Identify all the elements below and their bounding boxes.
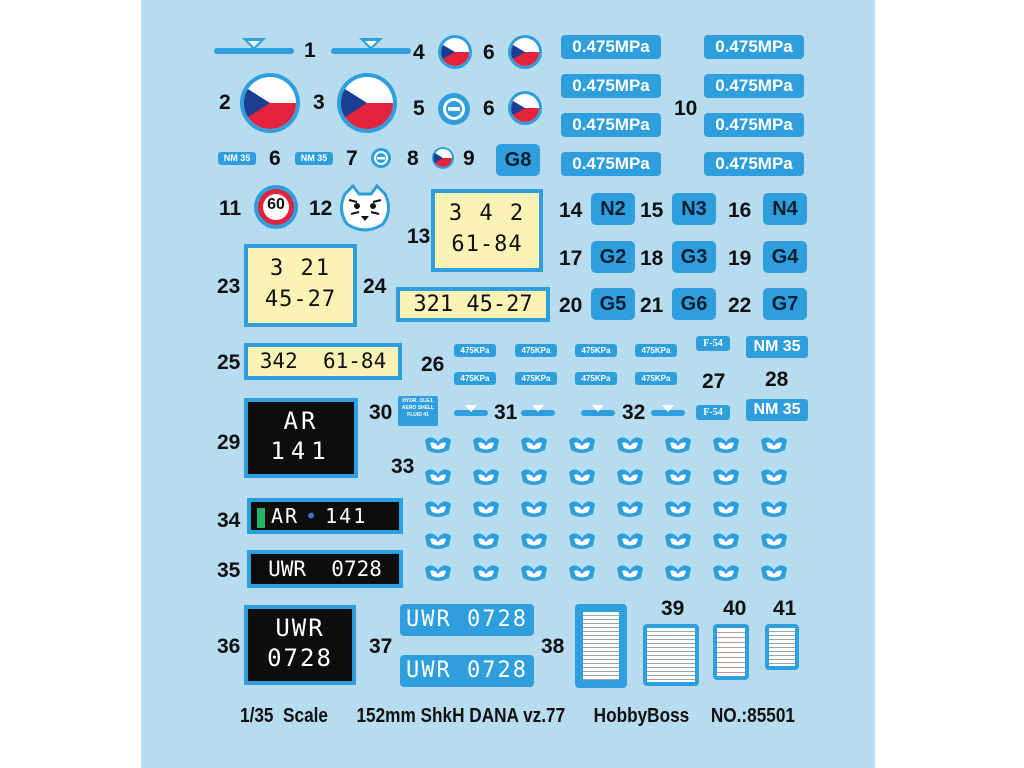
hydraulic-line: FLUID 41: [407, 412, 429, 418]
decal-number: 6: [269, 147, 281, 170]
plate-line: AR: [283, 407, 319, 435]
decal-number: 9: [463, 147, 475, 170]
decal-number: 33: [391, 455, 415, 478]
decal-number: 38: [541, 635, 565, 658]
code-label: G2: [594, 244, 632, 270]
plate-flag-stripe: [257, 508, 265, 528]
marker-row: [425, 437, 787, 581]
plate-24: [244, 244, 357, 327]
plate-line: 45-27: [264, 287, 337, 312]
triangle-marker-icon: [651, 404, 685, 418]
decal-number: 12: [309, 197, 333, 220]
czech-roundel-icon: [507, 90, 543, 126]
code-label: N2: [594, 196, 632, 222]
code-label: G6: [675, 291, 713, 317]
decal-number: 20: [559, 294, 583, 317]
decal-number: 25: [217, 351, 241, 374]
decal-number: 14: [559, 199, 583, 222]
plate-line: 61-84: [451, 232, 523, 257]
decal-number: 35: [217, 559, 241, 582]
kpa-label: 475KPa: [454, 372, 496, 385]
hydraulic-label: [398, 396, 438, 426]
plate-separator-dot: •: [305, 504, 320, 528]
instruction-sheet-decal: [575, 604, 627, 688]
kit-number: NO.:85501: [710, 705, 795, 727]
czech-roundel-icon: [336, 72, 398, 134]
decal-number: 39: [661, 597, 685, 620]
plate-line: 3 4 2: [448, 201, 526, 226]
decal-number: 36: [217, 635, 241, 658]
decal-number: 15: [640, 199, 664, 222]
code-label: N4: [766, 196, 804, 222]
code-label: G7: [766, 291, 804, 317]
code-label: G5: [594, 291, 632, 317]
decal-number: 2: [219, 91, 231, 114]
kpa-label: 475KPa: [635, 344, 677, 357]
f54-label: F-54: [696, 405, 730, 420]
sheet-footer: [240, 705, 795, 728]
plate-line: 0728: [267, 644, 333, 672]
kpa-label: 475KPa: [515, 344, 557, 357]
decal-number: 37: [369, 635, 393, 658]
code-label: G8: [499, 147, 537, 173]
pressure-label: 0.475MPa: [561, 113, 661, 137]
speed-limit-value: 60: [267, 196, 285, 213]
plate-38: UWR 0728: [400, 655, 534, 687]
decal-number: 5: [413, 97, 425, 120]
czech-roundel-icon: [507, 34, 543, 70]
decal-number: 6: [483, 97, 495, 120]
decal-number: 26: [421, 353, 445, 376]
decal-number: 11: [219, 197, 242, 220]
pressure-label: 0.475MPa: [704, 113, 804, 137]
plate-36: UWR 0728: [247, 550, 403, 588]
pressure-label: 0.475MPa: [704, 152, 804, 176]
nm35-small-label: NM 35: [295, 152, 333, 165]
decal-number: 41: [773, 597, 797, 620]
decal-number: 31: [494, 401, 518, 424]
code-label: G4: [766, 244, 804, 270]
pressure-label: 0.475MPa: [561, 152, 661, 176]
triangle-marker-icon: [454, 404, 488, 418]
f54-label: F-54: [696, 336, 730, 351]
plate-38: UWR 0728: [400, 604, 534, 636]
czech-roundel-icon: [239, 72, 301, 134]
marker-grid: [422, 434, 806, 586]
kpa-label: 475KPa: [454, 344, 496, 357]
kpa-label: 475KPa: [635, 372, 677, 385]
decal-number: 28: [765, 368, 789, 391]
plate-line: UWR: [275, 614, 325, 642]
decal-number: 21: [640, 294, 664, 317]
decal-number: 6: [483, 41, 495, 64]
decal-number: 24: [363, 275, 387, 298]
tiger-head-icon: [337, 184, 393, 234]
decal-number: 8: [407, 147, 419, 170]
decal-number: 29: [217, 431, 241, 454]
czech-roundel-icon: [437, 34, 473, 70]
nm35-small-label: NM 35: [218, 152, 256, 165]
kpa-label: 475KPa: [575, 344, 617, 357]
brand-label: HobbyBoss: [593, 705, 690, 727]
decal-number: 18: [640, 247, 664, 270]
decal-number: 32: [622, 401, 646, 424]
instruction-sheet-decal: [643, 624, 699, 686]
czech-roundel-icon: [431, 146, 455, 170]
kit-title: 152mm ShkH DANA vz.77: [356, 705, 566, 727]
decal-number: 10: [674, 97, 698, 120]
triangle-marker-icon: [521, 404, 555, 418]
decal-number: 23: [217, 275, 241, 298]
decal-number: 40: [723, 597, 747, 620]
decal-number: 17: [559, 247, 583, 270]
decal-number: 7: [346, 147, 358, 170]
decal-number: 4: [413, 41, 425, 64]
decal-number: 27: [702, 370, 726, 393]
plate-part: AR: [271, 504, 300, 528]
decal-number: 34: [217, 509, 241, 532]
circle-minus-icon: [437, 92, 471, 126]
kpa-label: 475KPa: [575, 372, 617, 385]
plate-37: [244, 605, 356, 685]
plate-line: 3 21: [270, 256, 331, 281]
pressure-label: 0.475MPa: [704, 74, 804, 98]
code-label: G3: [675, 244, 713, 270]
plate-30: [244, 398, 358, 478]
scale-label: 1/35 Scale: [240, 705, 328, 727]
decal-number: 16: [728, 199, 752, 222]
decal-number: 22: [728, 294, 752, 317]
plate-14: [431, 189, 543, 272]
plate-25: 321 45-27: [396, 287, 550, 322]
triangle-marker-icon: [214, 36, 294, 58]
plate-35: [247, 498, 403, 534]
instruction-sheet-decal: [765, 624, 799, 670]
nm35-label: NM 35: [746, 336, 808, 358]
decal-number: 13: [407, 225, 431, 248]
hydraulic-line: AERO SHELL: [401, 405, 435, 411]
decal-number: 3: [313, 91, 325, 114]
triangle-marker-icon: [581, 404, 615, 418]
decal-number: 1: [304, 39, 316, 62]
triangle-marker-icon: [331, 36, 411, 58]
warning-label-decal: [713, 624, 749, 680]
nm35-label: NM 35: [746, 399, 808, 421]
code-label: N3: [675, 196, 713, 222]
plate-26: 342 61-84: [244, 343, 402, 380]
plate-part: 141: [325, 504, 368, 528]
pressure-label: 0.475MPa: [561, 35, 661, 59]
pressure-label: 0.475MPa: [704, 35, 804, 59]
decal-number: 19: [728, 247, 752, 270]
decal-sheet: [141, 0, 875, 768]
pressure-label: 0.475MPa: [561, 74, 661, 98]
circle-minus-icon: [370, 147, 392, 169]
decal-number: 30: [369, 401, 393, 424]
plate-line: 141: [270, 437, 332, 465]
hydraulic-line: HYDR. OLEJ.: [402, 398, 434, 404]
kpa-label: 475KPa: [515, 372, 557, 385]
